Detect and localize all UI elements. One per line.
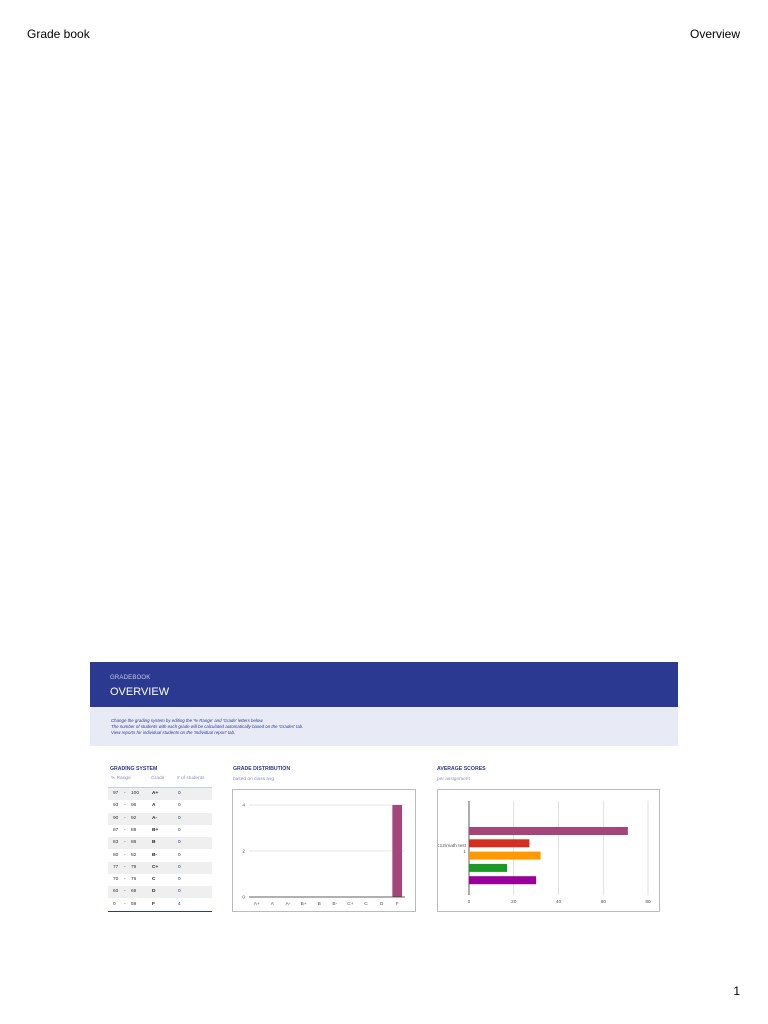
range-low-cell: 93 [113,803,119,809]
student-count-cell: 0 [178,791,181,796]
x-tick-label: D [379,902,384,907]
range-separator: - [124,840,126,846]
grade-cell: A- [152,815,158,821]
page-header-title: Grade book [27,27,90,41]
range-separator: - [124,827,126,833]
range-high-cell: 86 [131,840,137,846]
table-row [108,825,212,837]
table-row [108,899,212,911]
table-bottom-border [108,911,212,912]
average-scores-subtitle: per assignment [437,777,470,782]
x-tick-label: 0 [467,900,471,905]
table-row [108,862,212,874]
grade-cell: B+ [152,827,159,833]
range-high-cell: 96 [131,803,137,809]
range-low-cell: 87 [113,827,119,833]
x-tick-label: A [270,902,275,907]
x-tick-label: B+ [300,902,307,907]
score-bar [469,839,529,847]
grade-bar [392,805,402,897]
overview-banner [90,662,678,707]
range-low-cell: 60 [113,889,119,895]
range-high-cell: 79 [131,864,137,870]
table-row [108,813,212,825]
grade-cell: A+ [152,791,159,796]
average-scores-panel [437,789,660,912]
range-low-cell: 97 [113,791,119,796]
range-separator: - [124,877,126,883]
grade-distribution-title: GRADE DISTRIBUTION [233,766,291,772]
grade-distribution-subtitle: based on class avg. [233,777,276,782]
student-count-cell: 4 [178,901,181,907]
x-tick-label: B- [332,902,338,907]
range-high-cell: 92 [131,815,137,821]
y-tick-label: 0 [242,895,245,901]
student-count-cell: 0 [178,803,181,809]
x-tick-label: A- [285,902,291,907]
range-low-cell: 77 [113,864,119,870]
grade-cell: B [152,840,156,846]
range-separator: - [124,815,126,821]
y-category-label: C12/math test [438,844,466,849]
score-bar [469,864,507,872]
grade-cell: B- [152,852,158,858]
average-scores-chart [438,790,659,911]
table-row [108,886,212,898]
range-low-cell: 70 [113,877,119,883]
grade-cell: A [152,803,156,809]
range-high-cell: 100 [131,791,140,796]
range-low-cell: 80 [113,852,119,858]
banner-kicker: GRADEBOOK [110,675,151,681]
average-scores-title: AVERAGE SCORES [437,766,486,772]
x-tick-label: 20 [511,900,517,905]
x-tick-label: B [317,902,321,907]
y-tick-label: 4 [242,803,245,809]
col-header-students: # of students [177,776,205,781]
x-tick-label: 60 [600,900,606,905]
grading-system-title: GRADING SYSTEM [110,766,158,772]
page-header-section: Overview [689,27,740,41]
table-row [108,850,212,862]
student-count-cell: 0 [178,889,181,895]
x-tick-label: C+ [347,902,354,907]
score-bar [469,827,628,835]
range-separator: - [124,901,126,907]
range-separator: - [124,864,126,870]
range-low-cell: 83 [113,840,119,846]
score-bar [469,876,536,884]
grade-cell: C [152,877,156,883]
student-count-cell: 0 [178,852,181,858]
grade-cell: D [152,889,156,895]
table-row [108,800,212,812]
x-tick-label: 80 [645,900,651,905]
range-high-cell: 82 [131,852,137,858]
student-count-cell: 0 [178,864,181,870]
col-header-grade: Grade [151,776,165,781]
gradebook-sheet [90,662,678,932]
range-high-cell: 59 [131,901,137,907]
student-count-cell: 0 [178,815,181,821]
student-count-cell: 0 [178,840,181,846]
x-tick-label: 40 [555,900,562,905]
student-count-cell: 0 [178,827,181,833]
y-tick-label: 2 [242,849,245,855]
range-separator: - [124,889,126,895]
instructions-note [90,707,678,746]
range-high-cell: 89 [131,827,137,833]
grade-distribution-chart [233,790,415,911]
range-separator: - [124,803,126,809]
student-count-cell: 0 [178,877,181,883]
col-header-range: % Range [111,776,131,781]
grade-cell: C+ [152,864,159,870]
range-separator: - [124,852,126,858]
range-separator: - [124,791,126,796]
banner-title: OVERVIEW [110,686,170,698]
note-line-3: View reports for individual students on the 'Individual report' tab. [111,730,236,735]
note-line-2: The number of students with each grade will be calculated automatically based on the 'Grades' tab. [111,724,304,729]
x-tick-label: C [364,902,368,907]
range-high-cell: 69 [131,889,137,895]
x-tick-label: A+ [253,902,260,907]
range-high-cell: 76 [131,877,137,883]
page-number: 1 [733,984,740,998]
grade-cell: F [152,901,155,907]
note-line-1: Change the grading system by editing the '% Range' and 'Grade' letters below. [111,718,264,723]
range-low-cell: 0 [113,901,116,907]
table-row [108,788,212,800]
y-category-label: 1 [463,850,466,855]
x-tick-label: F [395,902,399,907]
range-low-cell: 90 [113,815,119,821]
score-bar [469,852,541,860]
table-row [108,837,212,849]
table-row [108,874,212,886]
grade-distribution-panel [232,789,416,912]
